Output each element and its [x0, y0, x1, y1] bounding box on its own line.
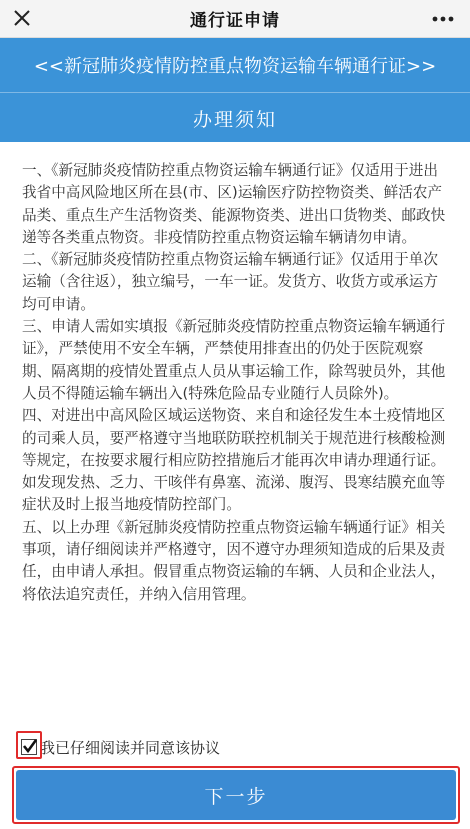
more-icon[interactable]	[430, 8, 456, 30]
agreement-row[interactable]	[18, 733, 220, 761]
close-icon[interactable]	[10, 6, 34, 30]
agreement-label[interactable]: 我已仔细阅读并同意该协议	[40, 738, 221, 757]
notice-paragraph: 一、《新冠肺炎疫情防控重点物资运输车辆通行证》仅适用于进出我省中高风险地区所在县(市、区)运输医疗防控物资类、鲜活农产品类、重点生产生活物资类、能源物资类、进出口货物类、邮政快递等各类重点物资。非疫情防控重点物资运输车辆请勿申请。	[22, 162, 446, 246]
notice-paragraph: 五、以上办理《新冠肺炎疫情防控重点物资运输车辆通行证》相关事项，请仔细阅读并严格遵守，因不遵守办理须知造成的后果及责任，由申请人承担。假冒重点物资运输的车辆、人员和企业法人，将依法追究责任，并纳入信用管理。	[22, 518, 446, 603]
agreement-checkbox[interactable]	[21, 739, 37, 755]
permit-heading: <<新冠肺炎疫情防控重点物资运输车辆通行证>>	[33, 56, 437, 77]
top-navigation-bar	[0, 0, 470, 38]
banner-divider	[0, 92, 470, 93]
notice-content	[22, 160, 452, 606]
notice-paragraph: 三、申请人需如实填报《新冠肺炎疫情防控重点物资运输车辆通行证》，严禁使用不安全车辆，严禁使用排查出的仍处于医院观察期、隔离期的疫情处置重点人员从事运输工作，除驾驶员外，其他人员不得随运输车辆出入(特殊危险品专业随行人员除外)。	[22, 318, 446, 402]
next-button-highlight	[12, 766, 460, 824]
checkmark-icon	[22, 738, 38, 754]
next-step-button[interactable]: 下一步	[16, 770, 456, 820]
page-title: 通行证申请	[190, 11, 280, 31]
header-banner	[0, 38, 470, 142]
notice-paragraph: 四、对进出中高风险区域运送物资、来自和途径发生本土疫情地区的司乘人员，要严格遵守当地联防联控机制关于规范进行核酸检测等规定，在按要求履行相应防控措施后才能再次申请办理通行证。如发现发热、乏力、干咳伴有鼻塞、流涕、腹泻、畏寒结膜充血等症状及时上报当地疫情防控部门。	[22, 407, 446, 514]
notice-title: 办理须知	[192, 109, 277, 131]
notice-paragraph: 二、《新冠肺炎疫情防控重点物资运输车辆通行证》仅适用于单次运输（含往返），独立编号，一车一证。发货方、收货方或承运方均可申请。	[22, 251, 438, 313]
